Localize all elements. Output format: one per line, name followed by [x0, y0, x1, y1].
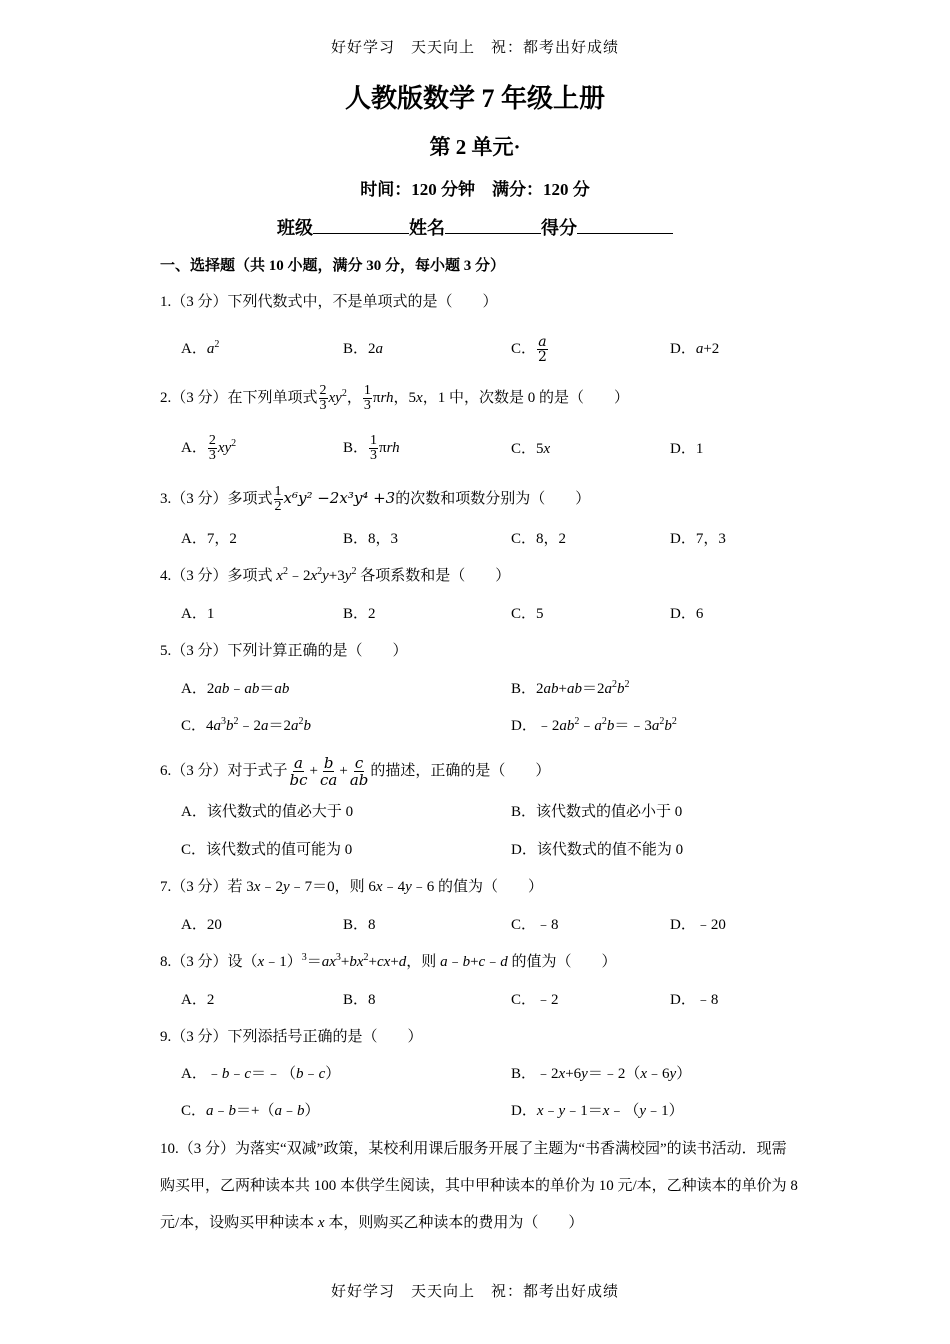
q9-option-c: C．a﹣b＝+（a﹣b） — [181, 1103, 320, 1119]
q9-option-a: A．﹣b﹣c＝﹣（b﹣c） — [181, 1066, 341, 1082]
fraction: $\frac{a}{2}$ — [538, 334, 547, 366]
question-5: 5.（3 分）下列计算正确的是（ ） — [160, 643, 408, 659]
q8-option-a: A．2 — [181, 992, 215, 1008]
page-title: 人教版数学 7 年级上册 — [344, 84, 605, 113]
question-3: 3.（3 分）多项式 $\frac{1}{2}$ x⁶y² −2x³y⁴ +3的次数和项数分别为（ ） — [160, 484, 591, 515]
q4-option-b: B．2 — [343, 606, 376, 622]
q6-option-b: B．该代数式的值必小于 0 — [511, 804, 683, 820]
q4-option-d: D．6 — [670, 606, 704, 622]
unit-title: 第 2 单元· — [429, 135, 521, 159]
q3-option-b: B．8，3 — [343, 531, 399, 547]
class-label: 班级 — [277, 218, 313, 238]
q6-option-a: A．该代数式的值必大于 0 — [181, 804, 354, 820]
q5-option-d: D．$﹣2ab^2﹣a^2b=﹣3a^2b^2$ — [511, 716, 677, 734]
q3-option-c: C．8，2 — [511, 531, 567, 547]
q9-option-d: D．x﹣y﹣1＝x﹣（y﹣1） — [511, 1103, 684, 1119]
q6-option-c: C．该代数式的值可能为 0 — [181, 842, 353, 858]
q4-option-a: A．1 — [181, 606, 215, 622]
q7-option-a: A．20 — [181, 917, 222, 933]
q2-option-b: B． $\frac{1}{3}$ πrh — [343, 433, 400, 464]
question-7: 7.（3 分）若 3x﹣2y﹣7＝0，则 6x﹣4y﹣6 的值为（ ） — [160, 879, 544, 895]
student-info — [0, 217, 950, 238]
q5-option-b: B．$2ab+ab=2a^2b^2$ — [511, 679, 630, 697]
score-blank[interactable] — [577, 217, 673, 234]
q8-option-d: D．﹣8 — [670, 992, 719, 1008]
q8-option-b: B．8 — [343, 992, 376, 1008]
q1-option-b: B．2a — [343, 341, 384, 357]
question-6: 6.（3 分）对于式子 $\frac{a}{bc}$ + $\frac{b}{ca}$ + $\frac{c}{ab}$ 的描述，正确的是（ ） — [160, 754, 551, 790]
section-heading: 一、选择题（共 10 小题，满分 30 分，每小题 3 分） — [160, 258, 506, 274]
q2-option-d: D．1 — [670, 441, 704, 457]
q2-option-a: A． $\frac{2}{3}$ $xy^2$ — [181, 433, 237, 464]
q7-option-b: B．8 — [343, 917, 376, 933]
q1-option-c: C． $\frac{a}{2}$ — [511, 334, 547, 366]
q7-option-c: C．﹣8 — [511, 917, 559, 933]
page-footer: 好好学习 天天向上 祝：都考出好成绩 — [330, 1284, 619, 1300]
q2-option-c: C．5x — [511, 441, 551, 457]
question-2: 2.（3 分）在下列单项式 $\frac{2}{3}$ $xy^2$， $\frac{1}{3}$ πrh，5x，1 中，次数是 0 的是（ ） — [160, 383, 629, 414]
page-header: 好好学习 天天向上 祝：都考出好成绩 — [330, 40, 619, 56]
question-10: 10.（3 分）为落实“双减”政策，某校利用课后服务开展了主题为“书香满校园”的读书活动．现需购买甲，乙两种读本共 100 本供学生阅读，其中甲种读本的单价为 10 元/本，乙种读本的单价为 8 元/本，设购买甲种读本 x 本，则购买乙种读本的费用为（ ） — [160, 1141, 798, 1231]
q8-option-c: C．﹣2 — [511, 992, 559, 1008]
q1-option-d: D．a+2 — [670, 341, 720, 357]
question-8: 8.（3 分）设$(x﹣1)^3=ax^3+bx^2+cx+d$，则 a﹣b+c﹣d 的值为（ ） — [160, 952, 617, 970]
q3-option-a: A．7，2 — [181, 531, 237, 547]
q4-option-c: C．5 — [511, 606, 544, 622]
q6-option-d: D．该代数式的值不能为 0 — [511, 842, 684, 858]
q5-option-c: C．$4a^3b^2﹣2a=2a^2b$ — [181, 716, 312, 734]
name-label: 姓名 — [409, 218, 445, 238]
class-blank[interactable] — [313, 217, 409, 234]
q1-option-a: A．$a^2$ — [181, 339, 220, 357]
q9-option-b: B．﹣2x+6y＝﹣2（x﹣6y） — [511, 1066, 692, 1082]
name-blank[interactable] — [445, 217, 541, 234]
q3-option-d: D．7，3 — [670, 531, 726, 547]
q5-option-a: A．2ab﹣ab＝ab — [181, 681, 290, 697]
q7-option-d: D．﹣20 — [670, 917, 726, 933]
question-4: 4.（3 分）多项式 $x^2﹣2x^2y+3y^2$ 各项系数和是（ ） — [160, 566, 511, 584]
question-1: 1.（3 分）下列代数式中，不是单项式的是（ ） — [160, 294, 498, 310]
score-label: 得分 — [541, 218, 577, 238]
question-9: 9.（3 分）下列添括号正确的是（ ） — [160, 1029, 423, 1045]
time-info: 时间：120 分钟 满分：120 分 — [360, 180, 590, 199]
